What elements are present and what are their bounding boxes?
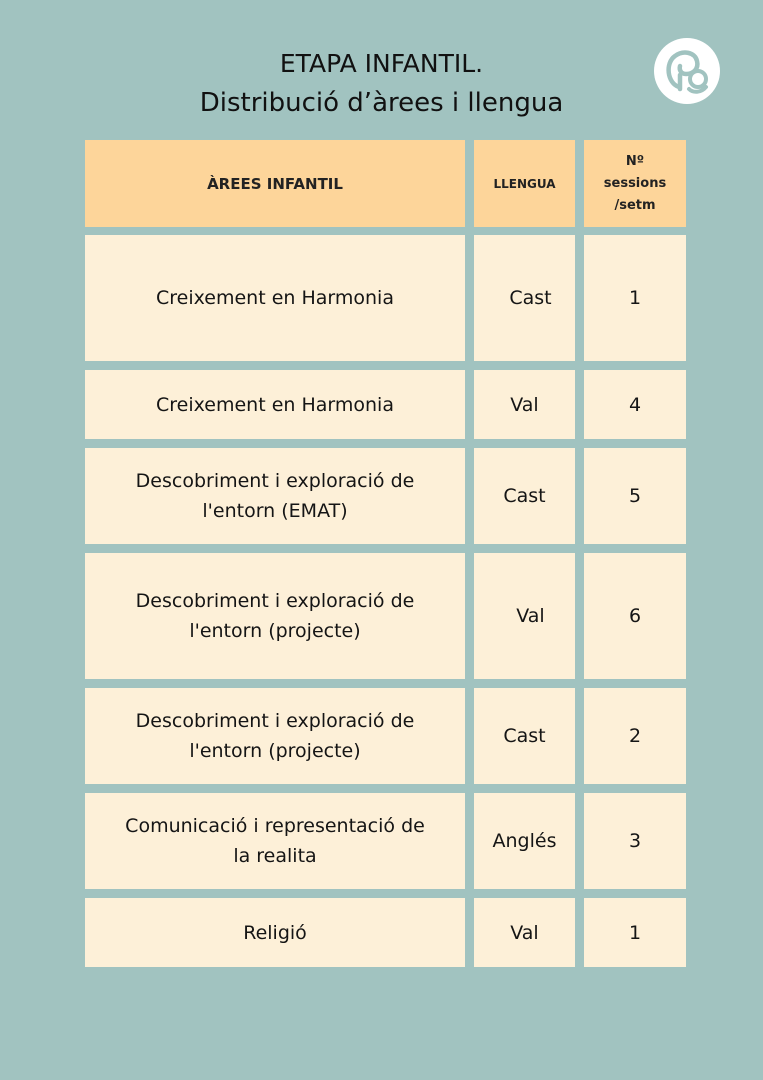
area-line: l'entorn (projecte) [189,620,361,642]
table-row-language [474,553,575,679]
table-row-sessions [584,448,686,544]
language-value: Val [516,605,545,627]
sessions-value: 6 [628,605,642,627]
table-row-language [474,793,575,889]
sessions-value: 3 [628,830,642,852]
sessions-value: 1 [628,287,642,309]
table-row-area [85,448,465,544]
table-row-area [85,370,465,439]
sessions-value: 4 [628,393,642,416]
table-row-area [85,235,465,361]
table-row-sessions [584,235,686,361]
school-logo-icon [653,37,721,105]
column-header-language [474,140,575,227]
area-line: la realita [233,845,317,867]
table-row-sessions [584,553,686,679]
sessions-value: 2 [628,725,642,747]
table-row-language [474,448,575,544]
page-title: ETAPA INFANTIL. [279,49,484,78]
table-row-sessions [584,793,686,889]
area-line: Descobriment i exploració de [135,590,415,612]
page-subtitle: Distribució d’àrees i llengua [199,88,564,118]
sessions-value: 5 [628,485,642,507]
area-line: Religió [243,921,307,944]
language-value: Cast [503,725,546,747]
table-row-language [474,688,575,784]
column-header-sessions-line2: sessions [603,175,667,191]
language-value: Val [510,921,539,944]
language-value: Anglés [492,830,557,852]
table-row-sessions [584,898,686,967]
table-row-area [85,688,465,784]
table-row-sessions [584,688,686,784]
table-row-language [474,898,575,967]
language-value: Cast [509,287,552,309]
column-header-sessions [584,140,686,227]
language-value: Val [510,393,539,416]
table-row-area [85,553,465,679]
area-line: Descobriment i exploració de [135,710,415,732]
column-header-sessions-line3: /setm [614,197,656,213]
table-row-sessions [584,370,686,439]
area-line: Comunicació i representació de [125,815,425,837]
area-line: Creixement en Harmonia [156,393,394,416]
column-header-language-label: LLENGUA [493,176,556,191]
column-header-areas-label: ÀREES INFANTIL [207,174,343,193]
language-value: Cast [503,485,546,507]
table-row-language [474,235,575,361]
table-row-area [85,793,465,889]
area-line: l'entorn (EMAT) [202,500,348,522]
area-line: Descobriment i exploració de [135,470,415,492]
sessions-value: 1 [628,921,642,944]
column-header-areas [85,140,465,227]
table-row-language [474,370,575,439]
column-header-sessions-line1: Nº [625,153,645,169]
area-line: Creixement en Harmonia [156,287,394,309]
area-line: l'entorn (projecte) [189,740,361,762]
table-row-area [85,898,465,967]
